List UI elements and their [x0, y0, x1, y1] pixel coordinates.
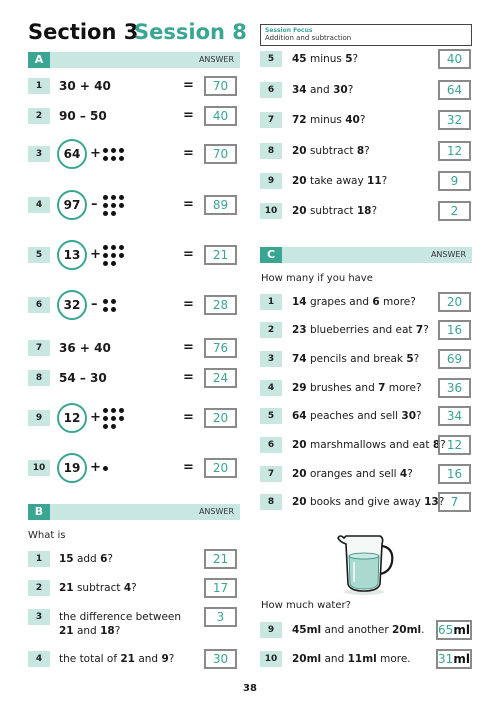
- question-text: peaches and sell: [306, 410, 402, 422]
- answer-box[interactable]: [436, 620, 472, 640]
- question-number: 7: [28, 340, 50, 356]
- question-expression: 54 – 30: [59, 371, 107, 385]
- question-number: 9: [260, 622, 282, 638]
- question-text: minus: [306, 53, 346, 65]
- question-number-value: 11: [367, 175, 382, 187]
- question-line: [292, 82, 353, 98]
- question-number: 9: [260, 173, 282, 189]
- dot: [111, 299, 116, 304]
- question-line: [292, 294, 416, 310]
- dot: [103, 148, 108, 153]
- question-expression: 30 + 40: [59, 79, 111, 93]
- answer-box[interactable]: 64: [438, 80, 471, 100]
- question-number-value: 20: [292, 439, 307, 451]
- question-text: .: [421, 624, 425, 636]
- answer-box[interactable]: 12: [438, 141, 471, 161]
- question-number: 7: [260, 112, 282, 128]
- question-expression: 36 + 40: [59, 341, 111, 355]
- question-number: 4: [260, 380, 282, 396]
- number-circle: 32: [57, 290, 87, 320]
- question-text: ?: [114, 625, 121, 637]
- question-number-value: 18: [100, 625, 115, 637]
- question-number: 2: [260, 322, 282, 338]
- dot: [103, 253, 108, 258]
- question-line: [292, 112, 365, 128]
- answer-box[interactable]: 76: [204, 338, 237, 358]
- question-number: 4: [28, 651, 50, 667]
- dot: [111, 408, 116, 413]
- dot: [111, 195, 116, 200]
- question-number-value: 74: [292, 353, 307, 365]
- question-text: and: [135, 653, 162, 665]
- question-number-value: 11ml: [347, 653, 377, 665]
- question-text: and: [321, 653, 348, 665]
- section-c-answer-label: ANSWER: [430, 250, 466, 259]
- dot: [119, 408, 124, 413]
- dot: [111, 424, 116, 429]
- dot: [111, 211, 116, 216]
- question-number-value: 34: [292, 84, 307, 96]
- question-expression: 90 – 50: [59, 109, 107, 123]
- question-number-value: 7: [378, 382, 386, 394]
- question-number-value: 20: [292, 496, 307, 508]
- operator: +: [90, 247, 101, 262]
- answer-box[interactable]: 36: [438, 378, 471, 398]
- answer-box[interactable]: 24: [204, 368, 237, 388]
- question-text: pencils and break: [306, 353, 407, 365]
- answer-box[interactable]: 12: [438, 435, 471, 455]
- question-line: [59, 580, 137, 596]
- answer-box[interactable]: 70: [204, 76, 237, 96]
- question-number-value: 64: [292, 410, 307, 422]
- question-number: 6: [260, 437, 282, 453]
- question-text: subtract: [73, 582, 124, 594]
- section-a-header: [28, 52, 240, 68]
- question-text: subtract: [306, 205, 357, 217]
- question-text: take away: [306, 175, 368, 187]
- question-number: 8: [28, 370, 50, 386]
- question-number-value: 21: [59, 625, 74, 637]
- equals-sign: =: [183, 340, 194, 355]
- equals-sign: =: [183, 78, 194, 93]
- question-number-value: 20: [292, 145, 307, 157]
- answer-box[interactable]: 70: [204, 144, 237, 164]
- answer-value: 65: [438, 623, 454, 637]
- question-line: [292, 351, 419, 367]
- answer-box[interactable]: 40: [438, 49, 471, 69]
- answer-box[interactable]: 20: [204, 408, 237, 428]
- question-text: ?: [107, 553, 113, 565]
- operator: +: [90, 460, 101, 475]
- answer-box[interactable]: 28: [204, 295, 237, 315]
- section-title: Section 3: [28, 20, 139, 44]
- dot: [111, 307, 116, 312]
- question-number-value: 9: [161, 653, 169, 665]
- number-circle: 12: [57, 403, 87, 433]
- section-a-answer-label: ANSWER: [198, 55, 234, 64]
- question-number-value: 15: [59, 553, 74, 565]
- question-line: [292, 651, 411, 667]
- answer-box[interactable]: 32: [438, 110, 471, 130]
- question-number: 5: [260, 408, 282, 424]
- answer-box[interactable]: 69: [438, 349, 471, 369]
- question-text: and: [306, 84, 334, 96]
- question-text: the total of: [59, 653, 121, 665]
- dot: [103, 466, 108, 471]
- question-number-value: 40: [345, 114, 360, 126]
- dot: [119, 195, 124, 200]
- question-number-value: 23: [292, 324, 307, 336]
- question-number: 1: [28, 78, 50, 94]
- question-number: 1: [260, 294, 282, 310]
- question-number-value: 20: [292, 175, 307, 187]
- section-a-letter: A: [28, 52, 50, 68]
- question-number-value: 14: [292, 296, 307, 308]
- question-number: 10: [260, 651, 282, 667]
- question-text: add: [73, 553, 101, 565]
- question-line: [59, 623, 120, 639]
- question-text: blueberries and eat: [306, 324, 416, 336]
- answer-box[interactable]: 21: [204, 549, 237, 569]
- question-text: ?: [407, 468, 413, 480]
- dot: [111, 156, 116, 161]
- operator: –: [91, 297, 98, 312]
- equals-sign: =: [183, 297, 194, 312]
- question-number-value: 20: [292, 205, 307, 217]
- question-number-value: 29: [292, 382, 307, 394]
- question-number-value: 4: [399, 468, 408, 480]
- section-c-letter: C: [260, 247, 282, 263]
- equals-sign: =: [183, 370, 194, 385]
- question-line: [292, 437, 446, 453]
- question-text: ?: [352, 53, 359, 65]
- question-text: ?: [416, 410, 422, 422]
- question-text: ?: [131, 582, 137, 594]
- dot: [103, 203, 108, 208]
- answer-box[interactable]: 9: [438, 171, 471, 191]
- question-text: ?: [440, 439, 446, 451]
- question-line: [59, 551, 113, 567]
- dot: [119, 203, 124, 208]
- question-line: [292, 203, 377, 219]
- question-number-value: 6: [100, 553, 108, 565]
- equals-sign: =: [183, 460, 194, 475]
- answer-box[interactable]: 7: [438, 492, 471, 512]
- question-number: 8: [260, 494, 282, 510]
- question-text: ?: [364, 145, 370, 157]
- dot: [119, 156, 124, 161]
- dot: [119, 245, 124, 250]
- answer-box[interactable]: 16: [438, 320, 471, 340]
- page-number: 38: [243, 683, 257, 694]
- question-number-value: 20: [292, 468, 307, 480]
- question-number: 4: [28, 197, 50, 213]
- question-text: grapes and: [306, 296, 373, 308]
- water-jug-icon: [330, 528, 398, 596]
- question-number-value: 20ml: [392, 624, 422, 636]
- question-text: more.: [376, 653, 411, 665]
- operator: +: [90, 410, 101, 425]
- question-number-value: 45ml: [292, 624, 322, 636]
- answer-box[interactable]: 30: [204, 649, 237, 669]
- question-number: 6: [260, 82, 282, 98]
- question-number-value: 5: [345, 53, 353, 65]
- question-line: [292, 494, 444, 510]
- focus-label: Session Focus: [265, 27, 313, 34]
- question-number-value: 72: [292, 114, 307, 126]
- question-text: subtract: [306, 145, 357, 157]
- dot: [103, 408, 108, 413]
- number-circle: 13: [57, 240, 87, 270]
- question-line: [59, 651, 174, 667]
- question-text: oranges and sell: [306, 468, 400, 480]
- question-number: 1: [28, 551, 50, 567]
- question-text: ?: [438, 496, 445, 508]
- question-number: 3: [28, 146, 50, 162]
- question-line: [292, 173, 387, 189]
- question-number-value: 20ml: [292, 653, 322, 665]
- answer-box[interactable]: 2: [438, 201, 471, 221]
- question-line: [292, 322, 429, 338]
- answer-box[interactable]: 17: [204, 578, 237, 598]
- question-text: ?: [371, 205, 378, 217]
- answer-box[interactable]: [436, 649, 472, 669]
- dot: [103, 195, 108, 200]
- question-line: [292, 143, 370, 159]
- section-b-letter: B: [28, 504, 50, 520]
- question-number-value: 5: [406, 353, 414, 365]
- operator: +: [90, 146, 101, 161]
- question-number: 5: [28, 247, 50, 263]
- question-number-value: 18: [356, 205, 372, 217]
- dot: [119, 148, 124, 153]
- question-text: and: [73, 625, 101, 637]
- question-text: ?: [347, 84, 354, 96]
- dot: [103, 299, 108, 304]
- question-text: more?: [385, 382, 422, 394]
- question-number: 9: [28, 410, 50, 426]
- question-text: brushes and: [306, 382, 379, 394]
- operator: –: [91, 197, 98, 212]
- equals-sign: =: [183, 247, 194, 262]
- question-text: more?: [379, 296, 416, 308]
- dot: [111, 245, 116, 250]
- question-text: marshmallows and eat: [306, 439, 433, 451]
- section-b-answer-label: ANSWER: [198, 507, 234, 516]
- answer-box[interactable]: 20: [438, 292, 471, 312]
- question-number-value: 21: [59, 582, 74, 594]
- question-number-value: 21: [120, 653, 135, 665]
- question-number: 10: [28, 460, 50, 476]
- equals-sign: =: [183, 108, 194, 123]
- dot: [111, 148, 116, 153]
- question-number: 6: [28, 297, 50, 313]
- number-circle: 64: [57, 139, 87, 169]
- answer-box[interactable]: 89: [204, 195, 237, 215]
- question-number: 3: [260, 351, 282, 367]
- dot: [111, 253, 116, 258]
- answer-unit: ml: [453, 652, 470, 666]
- focus-text: Addition and subtraction: [265, 34, 352, 42]
- answer-unit: ml: [453, 623, 470, 637]
- question-text: books and give away: [306, 496, 425, 508]
- answer-box[interactable]: 34: [438, 406, 471, 426]
- dot: [103, 424, 108, 429]
- water-prompt: How much water?: [261, 600, 351, 611]
- question-text: ?: [423, 324, 429, 336]
- dot: [111, 416, 116, 421]
- answer-value: 31: [438, 652, 454, 666]
- question-text: ?: [381, 175, 388, 187]
- answer-box[interactable]: 3: [204, 607, 237, 627]
- answer-box[interactable]: 16: [438, 464, 471, 484]
- dot: [103, 211, 108, 216]
- session-focus-box: [260, 24, 472, 46]
- dot: [111, 261, 116, 266]
- equals-sign: =: [183, 146, 194, 161]
- question-number-value: 45: [292, 53, 307, 65]
- section-b-header: [28, 504, 240, 520]
- question-number-value: 8: [356, 145, 365, 157]
- question-text: the difference between: [59, 611, 182, 623]
- question-number: 7: [260, 466, 282, 482]
- dot: [119, 416, 124, 421]
- session-title: Session 8: [134, 20, 247, 44]
- section-b-prompt: What is: [28, 530, 66, 541]
- question-text: ?: [168, 653, 175, 665]
- question-number-value: 4: [123, 582, 132, 594]
- dot: [103, 307, 108, 312]
- question-line: [292, 408, 422, 424]
- dot: [103, 416, 108, 421]
- equals-sign: =: [183, 410, 194, 425]
- dot: [103, 261, 108, 266]
- question-line: [292, 466, 413, 482]
- question-line: [292, 51, 358, 67]
- question-number-value: 8: [432, 439, 441, 451]
- question-number-value: 6: [372, 296, 380, 308]
- answer-box[interactable]: 40: [204, 106, 237, 126]
- question-line: [292, 622, 425, 638]
- dot: [103, 156, 108, 161]
- question-text: minus: [306, 114, 346, 126]
- equals-sign: =: [183, 197, 194, 212]
- question-number-value: 7: [415, 324, 424, 336]
- answer-box[interactable]: 21: [204, 245, 237, 265]
- section-c-header: [260, 247, 472, 263]
- question-number: 8: [260, 143, 282, 159]
- number-circle: 19: [57, 453, 87, 483]
- question-number: 2: [28, 108, 50, 124]
- question-number: 2: [28, 580, 50, 596]
- question-number-value: 13: [424, 496, 439, 508]
- dot: [119, 253, 124, 258]
- section-c-prompt: How many if you have: [261, 273, 373, 284]
- answer-box[interactable]: 20: [204, 458, 237, 478]
- question-number: 5: [260, 51, 282, 67]
- question-number-value: 30: [333, 84, 348, 96]
- question-text: ?: [413, 353, 420, 365]
- dot: [103, 245, 108, 250]
- question-text: and another: [321, 624, 392, 636]
- dot: [111, 203, 116, 208]
- question-number: 10: [260, 203, 282, 219]
- number-circle: 97: [57, 190, 87, 220]
- question-line: [292, 380, 422, 396]
- question-number: 3: [28, 609, 50, 625]
- question-number-value: 30: [401, 410, 417, 422]
- question-text: ?: [359, 114, 366, 126]
